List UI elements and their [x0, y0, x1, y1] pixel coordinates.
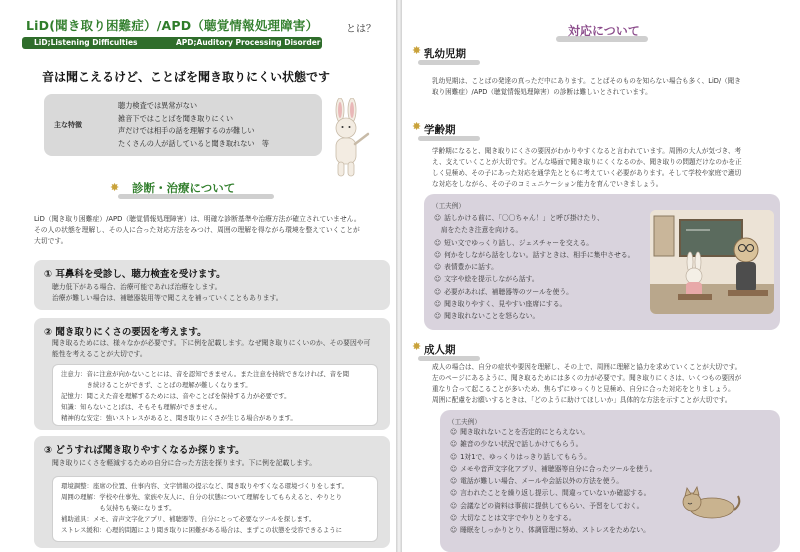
step-2-box — [34, 318, 390, 430]
step-3-body: 聞き取りにくさを軽減するための自分に合った方法を探ります。下に例を記載します。 — [52, 459, 316, 467]
smile-icon: ☺ — [434, 250, 442, 259]
smile-icon: ☺ — [450, 514, 458, 523]
smile-icon: ☺ — [434, 312, 442, 321]
star-icon: ✸ — [412, 44, 422, 57]
smile-icon: ☺ — [434, 300, 442, 309]
list-item: ☺ 雑音の少ない状況で話しかけてもらう。 — [450, 440, 583, 449]
school-text: 学齢期になると、聞き取りにくさの要因がわかりやすくなると言われています。周囲の大人が気づき、考 え、支えていくことが大切です。どんな場面で聞き取りにくくなるのか、聞き取りの問題だけなのかを正 しく見極め、その子にあった対応を通学先とともに考えていく必要があります。そして学校や家庭で適切 な対応をしながら、その子のコミュニケーション能力を育んでいきましょう。 — [432, 147, 742, 188]
list-item: ☺ 聞き取れないことを否定的にとらえない。 — [450, 428, 590, 436]
feature-item: 聴力検査では異常がない — [118, 101, 198, 110]
smile-icon: ☺ — [450, 464, 458, 473]
list-item: 肩をたたき注意を向ける。 — [434, 226, 523, 235]
smile-icon: ☺ — [434, 214, 442, 222]
list-item: ☺ 睡眠をしっかりとり、体調管理に努め、ストレスをためない。 — [450, 526, 650, 535]
features-list — [118, 100, 269, 150]
classroom-illustration — [650, 210, 774, 314]
list-item: ☺ 1対1で、ゆっくりはっきり話してもらう。 — [450, 452, 591, 461]
headline: 音は聞こえるけど、ことばを聞き取りにくい状態です — [42, 70, 331, 84]
left-page — [0, 0, 396, 552]
star-icon: ✸ — [412, 340, 422, 353]
adult-examples-list — [450, 426, 656, 537]
feature-item: 声だけでは相手の話を理解するのが難しい — [118, 126, 255, 135]
adult-heading: 成人期 — [424, 344, 456, 356]
step-3-box — [34, 436, 390, 548]
smile-icon: ☺ — [450, 428, 458, 436]
smile-icon: ☺ — [434, 238, 442, 247]
feature-item: 雑音下ではことばを聞き取りにくい — [118, 113, 234, 123]
smile-icon: ☺ — [450, 526, 458, 535]
subtitle-apd: APD;Auditory Processing Disorder — [176, 38, 321, 47]
diagnosis-text: LiD（聞き取り困難症）/APD（聴覚情報処理障害）は、明確な診断基準や治療方法が確立されていません。 その人の状態を理解し、その人に合った対応方法をみつけ、周囲の理解を得ながら環境を整えていくことが 大切です。 — [34, 215, 361, 245]
right-title: 対応について — [568, 24, 640, 38]
list-item: ☺ 何かをしながら話をしない。話すときは、相手に集中させる。 — [434, 250, 635, 259]
title-suffix: とは？ — [346, 24, 376, 35]
smile-icon: ☺ — [434, 263, 442, 272]
list-item: ☺ 話しかける前に、「〇〇ちゃん！」と呼び掛けたり、 — [434, 214, 604, 222]
infant-text: 乳幼児期は、ことばの発達の真っただ中にあります。ことばそのものを知らない場合も多く、LiD/（聞き 取り困難症）/APD（聴覚情報処理障害）の診断は難しいとされています。 — [432, 77, 741, 96]
school-examples-list — [434, 212, 634, 323]
smile-icon: ☺ — [450, 477, 458, 486]
diagnosis-heading: 診断・治療について — [132, 181, 236, 195]
star-icon: ✸ — [110, 181, 120, 194]
right-page — [402, 0, 800, 552]
step-1-box — [34, 260, 390, 310]
list-item: ☺ メモや音声文字化アプリ、補聴器等自分に合ったツールを使う。 — [450, 464, 657, 473]
page-title: LiD(聞き取り困難症）/APD（聴覚情報処理障害） — [26, 18, 319, 33]
infant-heading: 乳幼児期 — [424, 48, 466, 60]
step-3-examples: 環境調整：座席の位置、仕事内容、文字情報の提示など、聞き取りやすくなる環境づくりをします。 周囲の理解：学校や仕事先、家族や友人に、自分の状態について理解をしてもらえると、やりとり も気持ちも楽になります。 補助道具：メモ、音声文字化アプリ、補聴器等、自分にとって必要なツールを探します。 ストレス緩和：心理的問題により聞き取りに困難がある場合は、まずこの状態を受容できるように — [52, 476, 378, 542]
subtitle-lid: LiD;Listening Difficulties — [34, 38, 138, 47]
step-2-title: ② 聞き取りにくさの要因を考えます。 — [44, 327, 207, 338]
smile-icon: ☺ — [450, 489, 458, 498]
list-item: ☺ 会議などの資料は事前に提供してもらい、予習をしておく。 — [450, 501, 644, 510]
step-3-title: ③ どうすれば聞き取りやすくなるか探ります。 — [44, 445, 245, 456]
list-item: ☺ 文字や絵を提示しながら話す。 — [434, 275, 539, 284]
adult-text: 成人の場合は、自分の症状や要因を理解し、その上で、周囲に理解と協力を求めていくことが大切です。 左のページにあるように、聞き取るためには多くの力が必要です。聞き取りにくさは、いくつもの要因が 重なり合って起こることが多いため、焦らずにゆっくりと見極め、自分に合った対応をとりましょう。 周囲に配慮をお願いするときは、「どのように助けてほしいか」具体的な方法を示すことが大切です。 — [432, 363, 742, 404]
smile-icon: ☺ — [450, 501, 458, 510]
list-item: ☺ 電話が難しい場合、メールや会話以外の方法を使う。 — [450, 477, 624, 486]
step-2-body: 聞き取るためには、様々なかが必要です。下に例を記載します。なぜ聞き取りにくいのか、その要因や可 能性を考えることが大切です。 — [52, 339, 371, 358]
list-item: ☺ 必要があれば、補聴器等のツールを使う。 — [434, 287, 573, 296]
list-item: ☺ 聞き取りやすく、見やすい座席にする。 — [434, 300, 567, 309]
step-1-title: ① 耳鼻科を受診し、聴力検査を受けます。 — [44, 269, 226, 280]
adult-examples-box — [440, 410, 780, 552]
list-item: ☺ 聞き取れないことを怒らない。 — [434, 312, 540, 321]
rabbit-illustration — [318, 98, 376, 180]
list-item: ☺ 大切なことは文字でやりとりをする。 — [450, 514, 576, 523]
features-box — [44, 94, 322, 156]
examples-label: （工夫例） — [448, 418, 481, 426]
step-2-examples: 注意力：音に注意が向かないことには、音を認知できません。また注意を持続できなければ、音を聞 き続けることができず、ことばの理解が難しくなります。 記憶力：聞こえた音を理解するためには、音やことばを保持する力が必要です。 知識：知らないことばは、そもそも理解ができません。 精神的な安定：強いストレスがあると、聞き取りにくさが生じる場合があります。 — [52, 364, 378, 426]
feature-item: たくさんの人が話していると聞き取れない 等 — [118, 138, 269, 148]
list-item: ☺ 表情豊かに話す。 — [434, 263, 498, 272]
school-examples-box — [424, 194, 780, 330]
cat-illustration — [678, 484, 742, 520]
smile-icon: ☺ — [434, 275, 442, 284]
school-heading: 学齢期 — [424, 124, 456, 136]
smile-icon: ☺ — [450, 452, 458, 461]
step-1-body: 聴力低下がある場合、治療可能であれば治療をします。 治療が難しい場合は、補聴器装用等で聞こえを補っていくこともあります。 — [52, 283, 283, 302]
examples-label: （工夫例） — [432, 202, 465, 210]
smile-icon: ☺ — [434, 287, 442, 296]
features-label: 主な特徴 — [54, 121, 82, 129]
star-icon: ✸ — [412, 120, 422, 133]
list-item: ☺ 言われたことを繰り返し提示し、間違っていないか確認する。 — [450, 489, 651, 498]
smile-icon: ☺ — [450, 440, 458, 449]
title-row — [26, 16, 386, 36]
list-item: ☺ 短い文でゆっくり話し、ジェスチャーを交える。 — [434, 238, 594, 247]
